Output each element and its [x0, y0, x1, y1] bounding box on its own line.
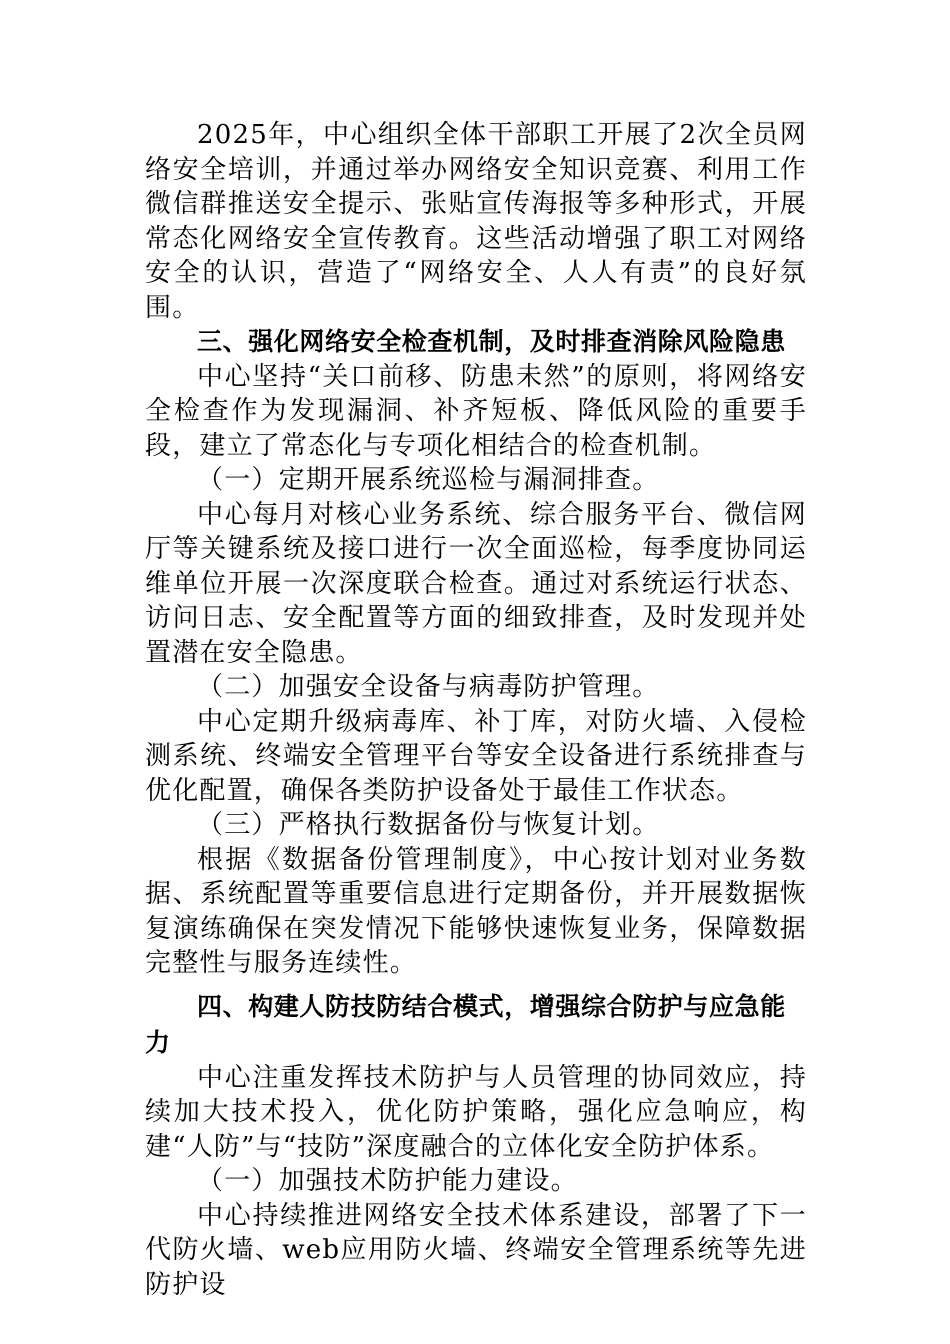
- paragraph-inspection-principle: 中心坚持“关口前移、防患未然”的原则，将网络安全检查作为发现漏洞、补齐短板、降低风险的重要手段，建立了常态化与专项化相结合的检查机制。: [145, 361, 807, 461]
- document-body: [145, 118, 807, 1302]
- paragraph-data-backup: 根据《数据备份管理制度》，中心按计划对业务数据、系统配置等重要信息进行定期备份，并开展数据恢复演练确保在突发情况下能够快速恢复业务，保障数据完整性与服务连续性。: [145, 844, 807, 978]
- paragraph-training: 2025年，中心组织全体干部职工开展了2次全员网络安全培训，并通过举办网络安全知识竞赛、利用工作微信群推送安全提示、张贴宣传海报等多种形式，开展常态化网络安全宣传教育。这些活动增强了职工对网络安全的认识，营造了“网络安全、人人有责”的良好氛围。: [145, 120, 807, 323]
- section-heading-4: 四、构建人防技防结合模式，增强综合防护与应急能力: [145, 991, 786, 1057]
- paragraph-system-inspection: 中心每月对核心业务系统、综合服务平台、微信网厅等关键系统及接口进行一次全面巡检，每季度协同运维单位开展一次深度联合检查。通过对系统运行状态、访问日志、安全配置等方面的细致排查，及时发现并处置潜在安全隐患。: [145, 499, 807, 668]
- paragraph-defense-model: 中心注重发挥技术防护与人员管理的协同效应，持续加大技术投入，优化防护策略，强化应急响应，构建“人防”与“技防”深度融合的立体化安全防护体系。: [145, 1062, 807, 1162]
- paragraph-virus-protection: 中心定期升级病毒库、补丁库，对防火墙、入侵检测系统、终端安全管理平台等安全设备进行系统排查与优化配置，确保各类防护设备处于最佳工作状态。: [145, 706, 807, 806]
- paragraph-tech-protection: 中心持续推进网络安全技术体系建设，部署了下一代防火墙、web应用防火墙、终端安全管理系统等先进防护设: [145, 1200, 807, 1300]
- subheading-3-3: （三）严格执行数据备份与恢复计划。: [197, 810, 660, 840]
- section-heading-3: 三、强化网络安全检查机制，及时排查消除风险隐患: [197, 327, 786, 356]
- subheading-3-1: （一）定期开展系统巡检与漏洞排查。: [197, 465, 660, 495]
- subheading-4-1: （一）加强技术防护能力建设。: [197, 1166, 578, 1196]
- subheading-3-2: （二）加强安全设备与病毒防护管理。: [197, 672, 660, 702]
